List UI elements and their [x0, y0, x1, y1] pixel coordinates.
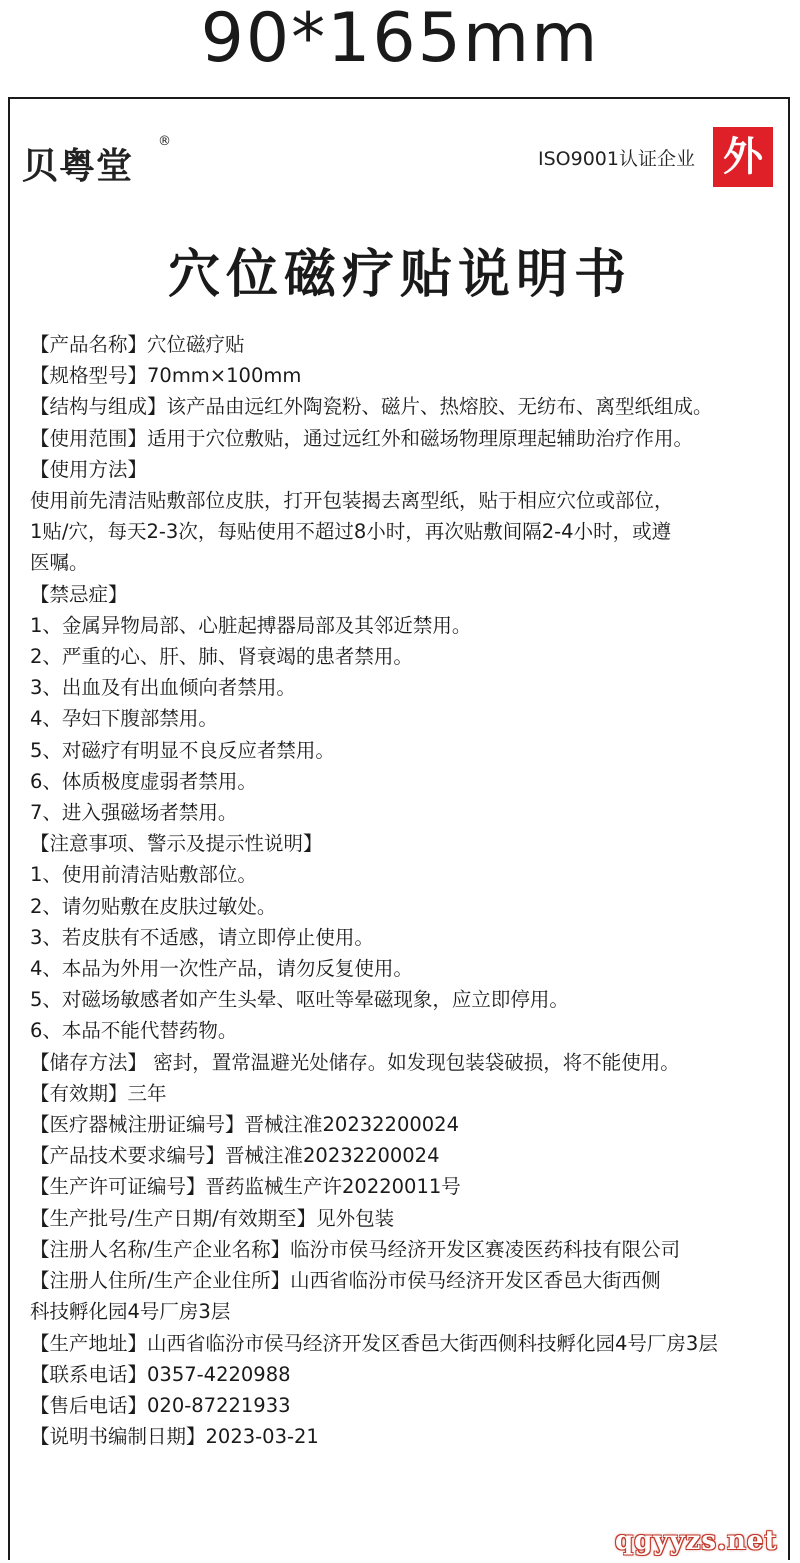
- composition: 【结构与组成】该产品由远红外陶瓷粉、磁片、热熔胶、无纺布、离型纸组成。: [30, 395, 713, 419]
- contact-phone: 【联系电话】0357-4220988: [30, 1362, 291, 1386]
- contraindications-heading: 【禁忌症】: [30, 582, 128, 606]
- precautions-heading: 【注意事项、警示及提示性说明】: [30, 832, 323, 856]
- precaution-item: 1、使用前清洁贴敷部位。: [30, 863, 257, 887]
- registration-number: 【医疗器械注册证编号】晋械注准20232200024: [30, 1113, 459, 1137]
- storage-method: 【储存方法】 密封，置常温避光处储存。如发现包装袋破损，将不能使用。: [30, 1050, 680, 1074]
- precaution-item: 4、本品为外用一次性产品，请勿反复使用。: [30, 957, 413, 981]
- contraindication-item: 5、对磁疗有明显不良反应者禁用。: [30, 738, 335, 762]
- registered-mark: ®: [158, 134, 171, 149]
- usage-heading: 【使用方法】: [30, 457, 148, 481]
- usage-line: 使用前先清洁贴敷部位皮肤，打开包装揭去离型纸，贴于相应穴位或部位，: [30, 489, 674, 513]
- site-watermark: qgyyzs.net: [615, 1526, 778, 1556]
- contraindication-item: 7、进入强磁场者禁用。: [30, 801, 238, 825]
- precaution-item: 6、本品不能代替药物。: [30, 1019, 238, 1043]
- contraindication-item: 4、孕妇下腹部禁用。: [30, 707, 218, 731]
- dimension-label: 90*165mm: [200, 0, 600, 78]
- registrant-address-line: 【注册人住所/生产企业住所】山西省临汾市侯马经济开发区香邑大街西侧: [30, 1269, 661, 1293]
- after-sales-phone: 【售后电话】020-87221933: [30, 1393, 291, 1417]
- brand-name: 贝粤堂: [22, 146, 134, 187]
- production-address: 【生产地址】山西省临汾市侯马经济开发区香邑大街西侧科技孵化园4号厂房3层: [30, 1331, 718, 1355]
- usage-line: 1贴/穴，每天2-3次，每贴使用不超过8小时，再次贴敷间隔2-4小时，或遵: [30, 520, 672, 544]
- contraindication-item: 1、金属异物局部、心脏起搏器局部及其邻近禁用。: [30, 613, 472, 637]
- instructions-body: [30, 329, 790, 1452]
- document-title: 穴位磁疗贴说明书: [167, 245, 632, 305]
- contraindication-item: 2、严重的心、肝、肺、肾衰竭的患者禁用。: [30, 645, 413, 669]
- external-use-badge: 外: [713, 127, 773, 187]
- contraindication-item: 6、体质极度虚弱者禁用。: [30, 769, 257, 793]
- compile-date: 【说明书编制日期】2023-03-21: [30, 1425, 319, 1449]
- precaution-item: 2、请勿贴敷在皮肤过敏处。: [30, 894, 277, 918]
- precaution-item: 5、对磁场敏感者如产生头晕、呕吐等晕磁现象，应立即停用。: [30, 988, 569, 1012]
- spec: 【规格型号】70mm×100mm: [30, 364, 302, 388]
- product-name: 【产品名称】穴位磁疗贴: [30, 333, 245, 356]
- usage-line: 医嘱。: [30, 551, 89, 575]
- validity-period: 【有效期】三年: [30, 1081, 167, 1105]
- contraindication-item: 3、出血及有出血倾向者禁用。: [30, 676, 296, 700]
- certification-text: ISO9001认证企业: [538, 148, 695, 170]
- tech-requirement-number: 【产品技术要求编号】晋械注准20232200024: [30, 1144, 440, 1168]
- batch-info: 【生产批号/生产日期/有效期至】见外包装: [30, 1206, 395, 1230]
- registrant-name: 【注册人名称/生产企业名称】临汾市侯马经济开发区赛凌医药科技有限公司: [30, 1237, 681, 1261]
- precaution-item: 3、若皮肤有不适感，请立即停止使用。: [30, 925, 374, 949]
- usage-scope: 【使用范围】适用于穴位敷贴，通过远红外和磁场物理原理起辅助治疗作用。: [30, 426, 694, 450]
- registrant-address-line: 科技孵化园4号厂房3层: [30, 1300, 231, 1324]
- production-license: 【生产许可证编号】晋药监械生产许20220011号: [30, 1175, 461, 1199]
